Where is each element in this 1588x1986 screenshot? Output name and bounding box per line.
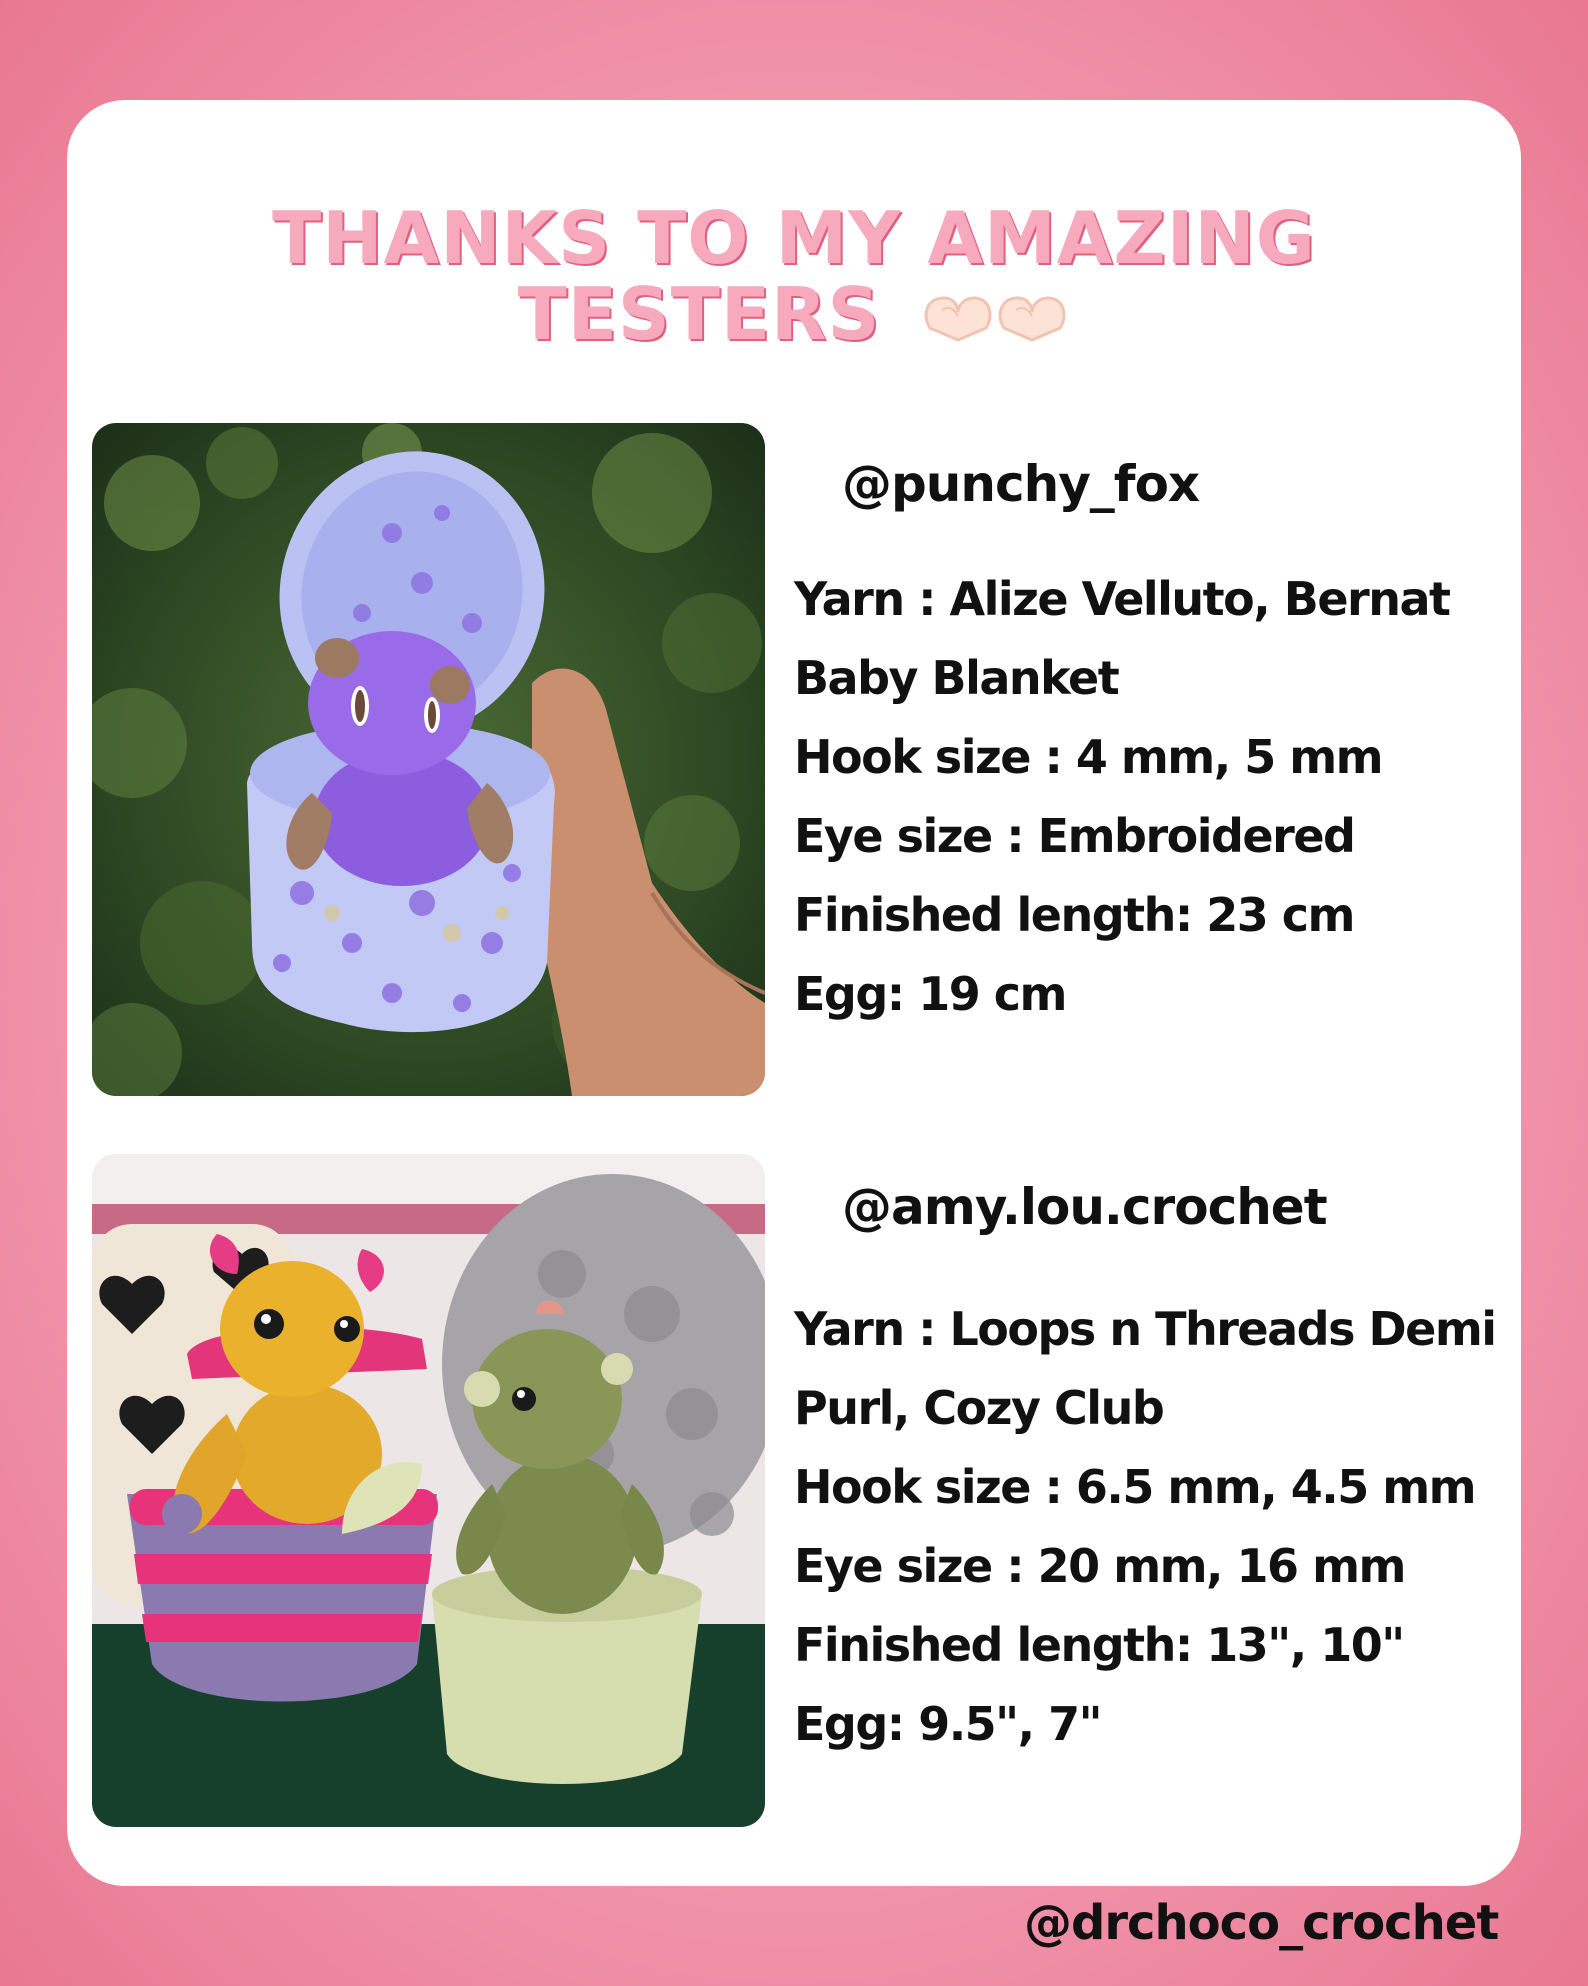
tester-specs-2	[794, 1290, 1496, 1764]
spec-yarn: Yarn : Loops n Threads Demi	[794, 1302, 1496, 1356]
spec-egg: Egg: 9.5", 7"	[794, 1697, 1102, 1751]
spec-egg: Egg: 19 cm	[794, 967, 1066, 1021]
spec-yarn: Yarn : Alize Velluto, Bernat	[794, 572, 1450, 626]
spec-hook-size: Hook size : 4 mm, 5 mm	[794, 730, 1383, 784]
title-line-2-text: TESTERS	[517, 272, 881, 356]
title-line-1: THANKS TO MY AMAZING	[272, 196, 1316, 280]
tester-handle-1: @punchy_fox	[842, 455, 1200, 513]
heart-hands-icon	[920, 281, 1070, 357]
page-title	[0, 196, 1588, 357]
spec-eye-size: Eye size : Embroidered	[794, 809, 1355, 863]
spec-hook-size: Hook size : 6.5 mm, 4.5 mm	[794, 1460, 1476, 1514]
tester-photo-purple-dragon	[92, 423, 765, 1096]
spec-finished-length: Finished length: 23 cm	[794, 888, 1354, 942]
footer-handle: @drchoco_crochet	[1024, 1895, 1499, 1951]
tester-specs-1	[794, 560, 1450, 1034]
spec-finished-length: Finished length: 13", 10"	[794, 1618, 1404, 1672]
tester-handle-2: @amy.lou.crochet	[842, 1178, 1327, 1236]
spec-yarn-cont: Purl, Cozy Club	[794, 1381, 1164, 1435]
spec-yarn-cont: Baby Blanket	[794, 651, 1119, 705]
title-line-2	[0, 272, 1588, 357]
tester-photo-yellow-green-dragons	[92, 1154, 765, 1827]
spec-eye-size: Eye size : 20 mm, 16 mm	[794, 1539, 1405, 1593]
